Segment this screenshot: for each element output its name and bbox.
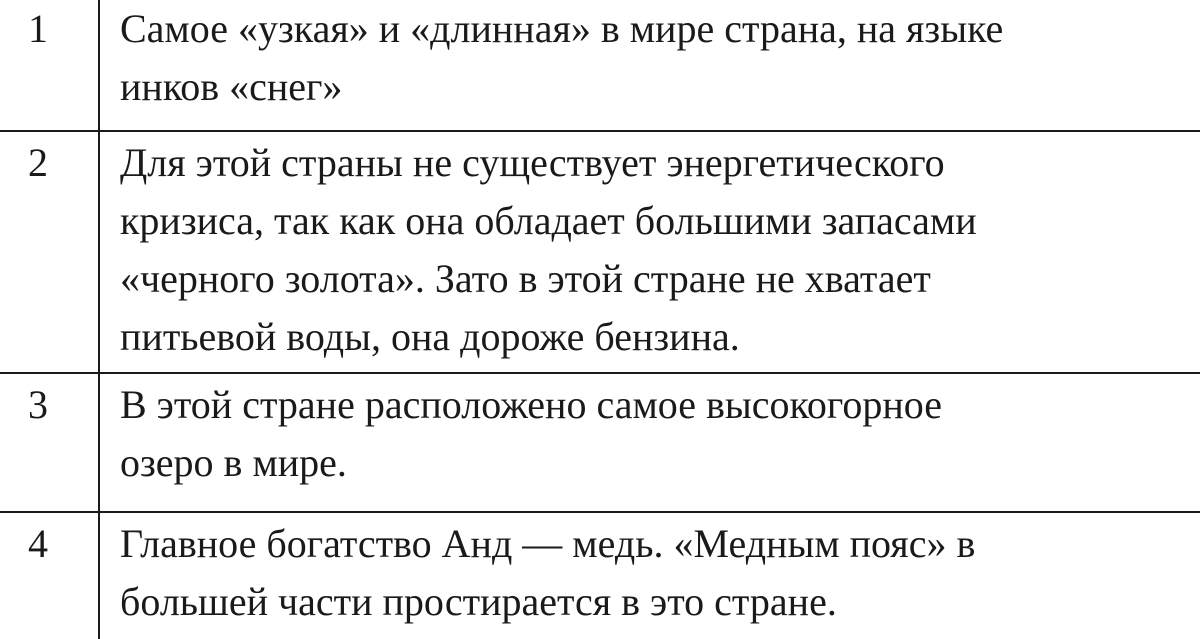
- row-number-cell: [0, 0, 99, 131]
- table-row: [0, 373, 1200, 512]
- text-line: инков «снег»: [120, 64, 343, 109]
- text-line: Главное богатство Анд — медь. «Медным пояс» в: [120, 521, 976, 566]
- row-text: [120, 0, 1186, 116]
- table-row: [0, 512, 1200, 639]
- row-text-cell: [99, 0, 1200, 131]
- row-number-cell: [0, 512, 99, 639]
- row-number-cell: [0, 373, 99, 512]
- table-row: [0, 0, 1200, 131]
- text-line: питьевой воды, она дороже бензина.: [120, 314, 740, 359]
- text-line: Самое «узкая» и «длинная» в мире страна, на языке: [120, 6, 1004, 51]
- row-text-cell: [99, 512, 1200, 639]
- text-line: «черного золота». Зато в этой стране не хватает: [120, 256, 931, 301]
- row-number: 3: [28, 382, 48, 427]
- row-text: [120, 374, 1186, 492]
- text-line: Для этой страны не существует энергетического: [120, 140, 945, 185]
- row-text: [120, 513, 1186, 631]
- row-text: [120, 132, 1186, 366]
- text-line: кризиса, так как она обладает большими запасами: [120, 198, 977, 243]
- row-number-cell: [0, 131, 99, 373]
- row-text-cell: [99, 373, 1200, 512]
- text-line: большей части простирается в это стране.: [120, 579, 837, 624]
- row-number: 4: [28, 521, 48, 566]
- text-line: В этой стране расположено самое высокогорное: [120, 382, 942, 427]
- text-line: озеро в мире.: [120, 440, 347, 485]
- table-row: [0, 131, 1200, 373]
- row-number: 1: [28, 6, 48, 51]
- row-text-cell: [99, 131, 1200, 373]
- row-number: 2: [28, 140, 48, 185]
